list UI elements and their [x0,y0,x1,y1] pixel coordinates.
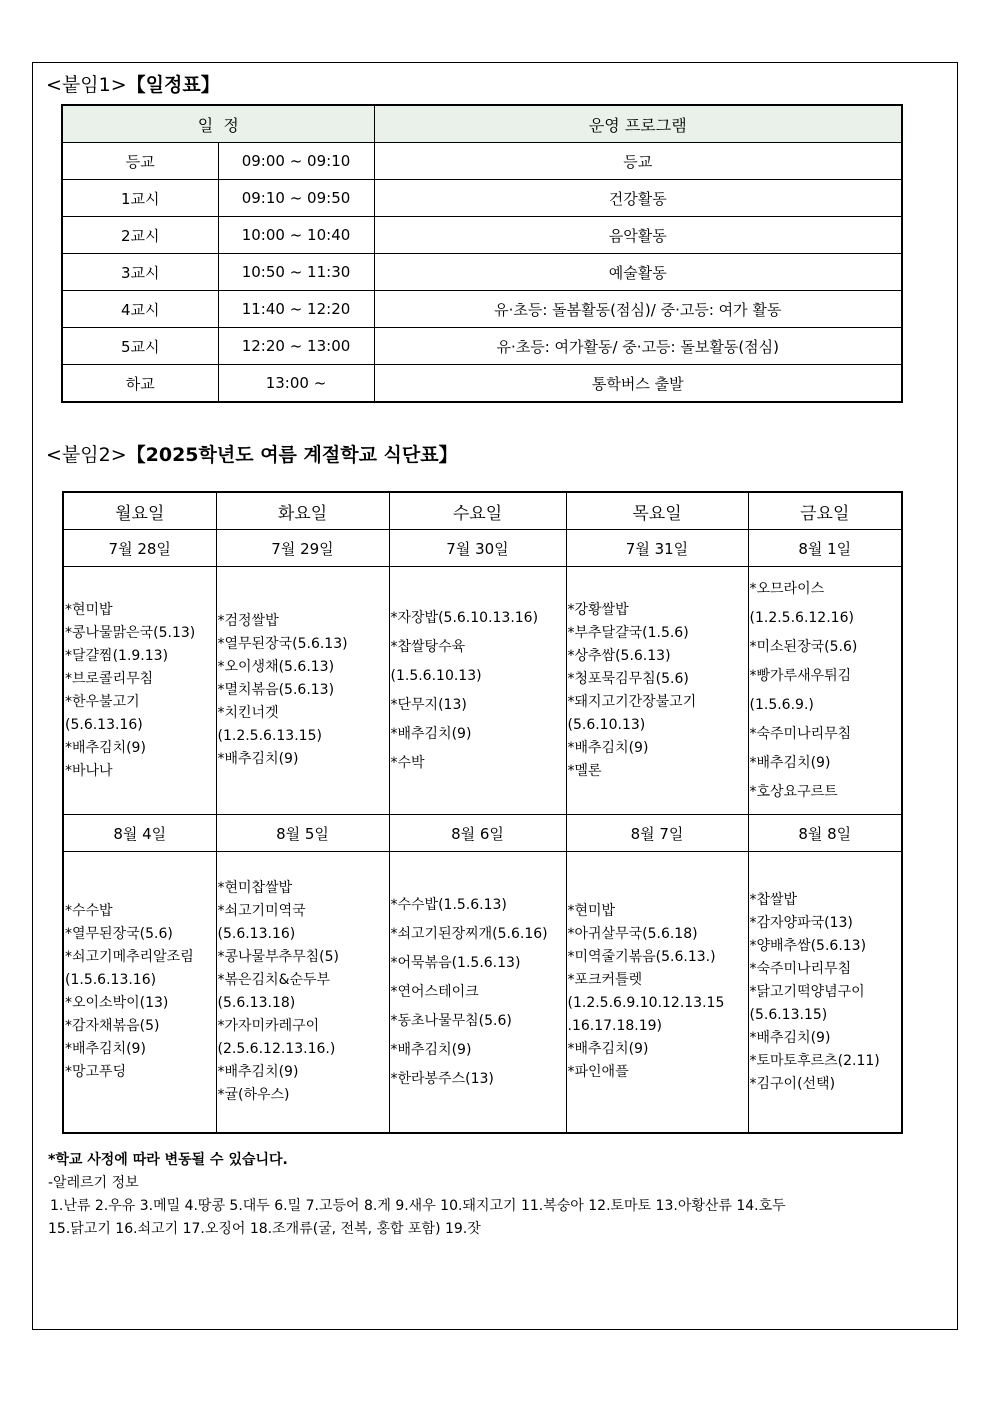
menu-item: *쇠고기메추리알조림 [65,949,194,965]
day-header: 목요일 [566,492,748,530]
schedule-row [62,254,902,291]
day-header: 금요일 [748,492,902,530]
schedule-period: 3교시 [62,254,218,291]
menu-item: *귤(하우스) [217,1087,290,1103]
menu-cell [216,567,389,815]
menu-date: 8월 6일 [389,815,566,852]
schedule-header-program: 운영 프로그램 [374,105,902,143]
menu-item: *자장밥(5.6.10.13.16) [390,609,539,626]
schedule-period: 2교시 [62,217,218,254]
menu-item: (1.2.5.6.9.10.12.13.15 [567,995,725,1011]
menu-item: (5.6.13.18) [217,995,296,1011]
menu-day-row [63,492,902,530]
menu-item: .16.17.18.19) [567,1018,663,1034]
menu-item: *돼지고기간장불고기 [567,693,697,710]
menu-cell [566,852,748,1134]
schedule-period: 1교시 [62,180,218,217]
schedule-program: 유·초등: 여가활동/ 중·고등: 돌보활동(점심) [374,328,902,365]
schedule-program: 건강활동 [374,180,902,217]
attachment1-heading [46,70,220,97]
menu-item: *한우불고기 [65,693,140,710]
menu-date: 8월 1일 [748,530,902,567]
schedule-row [62,217,902,254]
menu-table [62,491,903,1134]
menu-item: *찹쌀탕수육 [390,638,466,655]
menu-item: *배추김치(9) [390,725,472,742]
allergy-line-1: 1.난류 2.우유 3.메밀 4.땅콩 5.대두 6.밀 7.고등어 8.게 9.새우 10.돼지고기 11.복숭아 12.토마토 13.아황산류 14.호두 [50,1198,786,1214]
menu-item: (5.6.10.13) [567,716,646,733]
allergy-title: -알레르기 정보 [48,1175,139,1191]
schedule-row [62,328,902,365]
change-notice: *학교 사정에 따라 변동될 수 있습니다. [48,1152,288,1168]
menu-item: *달걀찜(1.9.13) [65,647,169,664]
menu-cell [566,567,748,815]
menu-date: 7월 28일 [63,530,216,567]
menu-item: *숙주미나리무침 [749,960,852,977]
menu-item: *감자채볶음(5) [65,1018,160,1034]
schedule-time: 09:00 ~ 09:10 [218,143,374,180]
schedule-program: 예술활동 [374,254,902,291]
menu-item: *숙주미나리무침 [749,725,852,742]
menu-item: *배추김치(9) [217,751,299,767]
menu-item: *연어스테이크 [390,983,479,1000]
menu-item: *현미밥 [65,601,113,618]
allergy-line-2: 15.닭고기 16.쇠고기 17.오징어 18.조개류(굴, 전복, 홍합 포함) 19.잣 [48,1221,481,1237]
menu-item: *상추쌈(5.6.13) [567,647,671,664]
attachment2-label: <붙임2> [46,444,127,466]
menu-item: *청포묵김무침(5.6) [567,670,689,687]
menu-cell [63,852,216,1134]
schedule-program: 유·초등: 돌봄활동(점심)/ 중·고등: 여가 활동 [374,291,902,328]
menu-date: 8월 4일 [63,815,216,852]
schedule-time: 11:40 ~ 12:20 [218,291,374,328]
menu-date: 7월 31일 [566,530,748,567]
menu-item: *강황쌀밥 [567,601,629,618]
menu-item: *쇠고기된장찌개(5.6.16) [390,925,548,942]
schedule-row [62,180,902,217]
menu-item: *브로콜리무침 [65,670,154,687]
menu-item: *배추김치(9) [65,1041,146,1057]
menu-item: (1.2.5.6.12.16) [749,609,854,626]
schedule-row [62,143,902,180]
menu-cell [216,852,389,1134]
menu-item: *미역줄기볶음(5.6.13.) [567,949,716,965]
menu-item: *열무된장국(5.6.13) [217,636,348,652]
attachment1-label: <붙임1> [46,74,127,96]
menu-item: *수수밥(1.5.6.13) [390,896,507,913]
menu-item: *미소된장국(5.6) [749,638,858,655]
menu-item: *치킨너겟 [217,705,279,721]
menu-item: *멸치볶음(5.6.13) [217,682,335,698]
menu-item: *파인애플 [567,1064,629,1080]
week2-date-row [63,815,902,852]
schedule-table [61,104,903,403]
menu-item: *배추김치(9) [390,1041,472,1058]
schedule-period: 5교시 [62,328,218,365]
menu-item: *배추김치(9) [65,739,146,756]
schedule-time: 12:20 ~ 13:00 [218,328,374,365]
schedule-time: 09:10 ~ 09:50 [218,180,374,217]
schedule-time: 13:00 ~ [218,365,374,403]
menu-item: (1.5.6.9.) [749,696,814,713]
week1-menu-row [63,567,902,815]
menu-cell [389,567,566,815]
menu-cell [748,852,902,1134]
menu-item: *어묵볶음(1.5.6.13) [390,954,521,971]
menu-cell [748,567,902,815]
menu-item: *오이소박이(13) [65,995,169,1011]
menu-cell [63,567,216,815]
schedule-program: 등교 [374,143,902,180]
menu-item: *콩나물맑은국(5.13) [65,624,196,641]
menu-date: 8월 7일 [566,815,748,852]
menu-item: (1.5.6.10.13) [390,667,482,684]
schedule-period: 4교시 [62,291,218,328]
menu-item: *배추김치(9) [567,739,649,756]
menu-item: (2.5.6.12.13.16.) [217,1041,336,1057]
day-header: 화요일 [216,492,389,530]
menu-item: *배추김치(9) [217,1064,299,1080]
schedule-time: 10:00 ~ 10:40 [218,217,374,254]
menu-item: *현미찹쌀밥 [217,880,293,896]
notes-section [48,1149,786,1241]
menu-item: *단무지(13) [390,696,467,713]
menu-item: *검정쌀밥 [217,613,279,629]
menu-item: *오므라이스 [749,580,825,597]
menu-item: *수박 [390,754,425,771]
schedule-header-row [62,105,902,143]
menu-item: *한라봉주스(13) [390,1070,494,1087]
week2-menu-row [63,852,902,1134]
menu-item: *가자미카레구이 [217,1018,320,1034]
schedule-header-time: 일 정 [62,105,374,143]
menu-item: *망고푸딩 [65,1064,127,1080]
day-header: 수요일 [389,492,566,530]
menu-item: *아귀살무국(5.6.18) [567,926,698,942]
menu-item: (1.2.5.6.13.15) [217,728,322,744]
menu-item: *배추김치(9) [749,754,831,771]
attachment2-heading [46,440,458,467]
menu-item: *수수밥 [65,903,113,919]
schedule-program: 음악활동 [374,217,902,254]
menu-date: 8월 8일 [748,815,902,852]
schedule-row [62,291,902,328]
menu-item: (1.5.6.13.16) [65,972,157,988]
schedule-period: 하교 [62,365,218,403]
menu-item: *김구이(선택) [749,1075,836,1092]
menu-item: (5.6.13.16) [65,716,143,733]
menu-item: *배추김치(9) [749,1029,831,1046]
schedule-row [62,365,902,403]
menu-item: *쇠고기미역국 [217,903,306,919]
menu-item: *열무된장국(5.6) [65,926,173,942]
menu-item: *토마토후르츠(2.11) [749,1052,880,1069]
menu-item: *배추김치(9) [567,1041,649,1057]
week1-date-row [63,530,902,567]
menu-item: *볶은김치&순두부 [217,972,331,988]
schedule-period: 등교 [62,143,218,180]
attachment1-title: 【일정표】 [126,74,220,96]
menu-item: *멜론 [567,762,602,779]
menu-item: (5.6.13.16) [217,926,296,942]
menu-item: *부추달걀국(1.5.6) [567,624,689,641]
schedule-time: 10:50 ~ 11:30 [218,254,374,291]
menu-item: *찹쌀밥 [749,891,798,908]
menu-item: *닭고기떡양념구이 [749,983,865,1000]
menu-item: *오이생채(5.6.13) [217,659,335,675]
day-header: 월요일 [63,492,216,530]
menu-item: *바나나 [65,762,113,779]
menu-item: *현미밥 [567,903,616,919]
menu-item: *감자양파국(13) [749,914,853,931]
menu-item: *포크커틀렛 [567,972,643,988]
menu-date: 7월 30일 [389,530,566,567]
menu-item: *양배추쌈(5.6.13) [749,937,867,954]
menu-date: 8월 5일 [216,815,389,852]
menu-date: 7월 29일 [216,530,389,567]
attachment2-title: 【2025학년도 여름 계절학교 식단표】 [126,444,458,466]
menu-item: *동초나물무침(5.6) [390,1012,512,1029]
menu-item: (5.6.13.15) [749,1006,828,1023]
menu-item: *콩나물부추무침(5) [217,949,339,965]
menu-cell [389,852,566,1134]
menu-item: *빵가루새우튀김 [749,667,852,684]
menu-item: *호상요구르트 [749,783,838,800]
schedule-program: 통학버스 출발 [374,365,902,403]
